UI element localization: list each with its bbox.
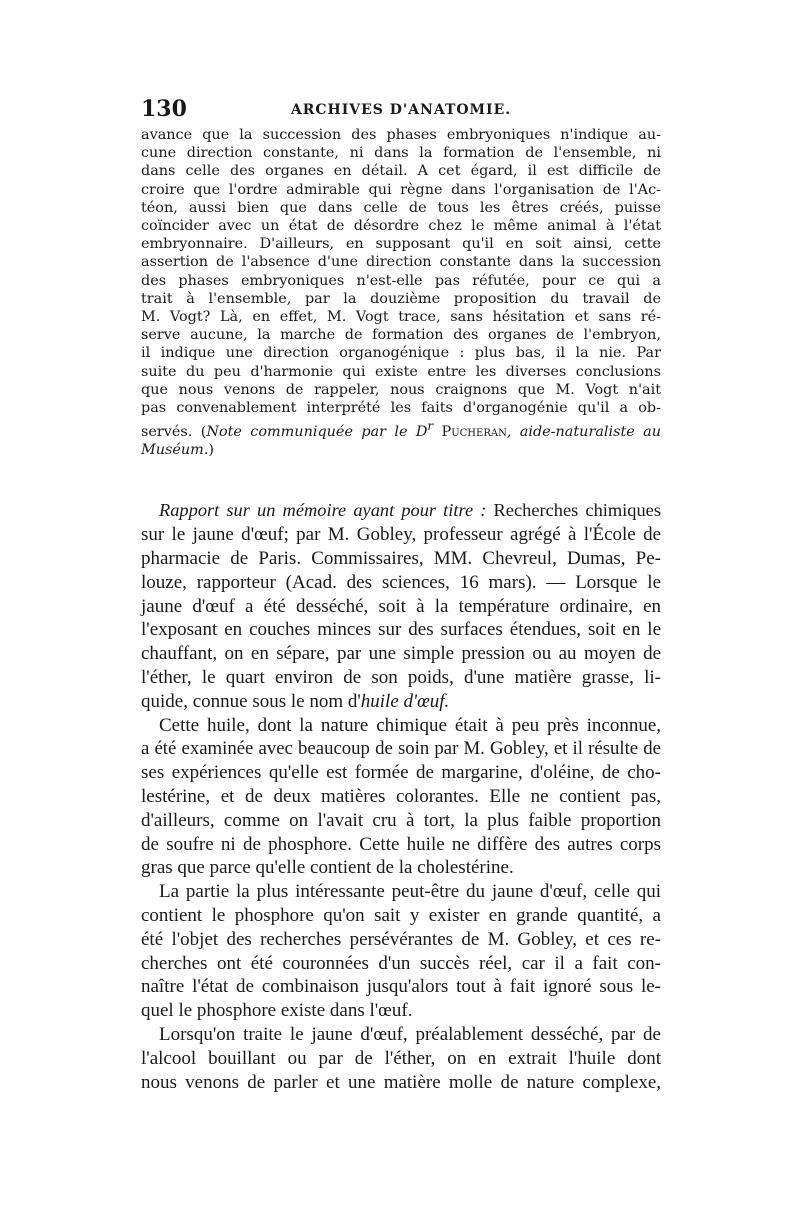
report-line: ses expériences qu'elle est formée de margarine, d'oléine, de cho- — [141, 762, 661, 784]
note-line: serve aucune, la marche de formation des organes de l'embryon, — [141, 327, 661, 344]
note-line: avance que la succession des phases embryoniques n'indique au- — [141, 127, 661, 143]
report-line: contient le phosphore qu'on sait y exister en grande quantité, a — [141, 905, 661, 926]
report-line: jaune d'œuf a été desséché, soit à la température ordinaire, en — [141, 595, 661, 617]
note-attribution: Note communiquée par le $D^r$ Pucheran, aide-naturaliste au — [206, 419, 662, 441]
note-line: des phases embryoniques n'est-elle pas réfutée, pour ce qui a — [141, 272, 661, 289]
report-line: Lorsqu'on traite le jaune d'œuf, préalablement desséché, par de — [159, 1023, 661, 1045]
report-line: été l'objet des recherches persévérantes de M. Gobley, et ces re- — [141, 928, 661, 950]
report-line: naître l'état de combinaison jusqu'alors tout à fait ignoré sous le- — [141, 976, 661, 998]
note-line: cune direction constante, ni dans la formation de l'ensemble, ni — [141, 145, 661, 162]
note-line: pas convenablement interprété les faits d'organogénie qu'il a ob- — [141, 400, 661, 417]
huile-doeuf-term: huile d'œuf. — [360, 690, 450, 712]
note-attribution-line — [141, 417, 661, 441]
author-name: Pucheran — [441, 424, 507, 441]
report-line: pharmacie de Paris. Commissaires, MM. Chevreul, Dumas, Pe- — [141, 548, 661, 570]
note-last-text: servés. ( — [141, 424, 207, 441]
report-line: l'exposant en couches minces sur des surfaces étendues, soit en le — [141, 619, 661, 641]
report-line: a été examinée avec beaucoup de soin par M. Gobley, et il résulte de — [141, 738, 661, 760]
note-line: M. Vogt? Là, en effet, M. Vogt trace, sans hésitation et sans ré- — [141, 309, 661, 326]
report-title-line: Rapport sur un mémoire ayant pour titre : Recherches chimiques — [159, 500, 661, 521]
doctor-superscript: r — [427, 419, 434, 434]
report-line: gras que parce qu'elle contient de la cholestérine. — [141, 857, 514, 879]
note-line: coïncider avec un état de désordre chez le même animal à l'état — [141, 218, 661, 235]
note-line: que nous venons de rappeler, nous craignons que M. Vogt n'ait — [141, 381, 661, 398]
note-line: téon, aussi bien que dans celle de tous les êtres créés, puisse — [141, 199, 661, 216]
note-attribution-end — [141, 441, 661, 459]
report-article — [141, 499, 661, 1094]
note-line: embryonnaire. D'ailleurs, en supposant qu'il en soit ainsi, cette — [141, 236, 661, 253]
report-line: chauffant, on en sépare, par une simple pression ou au moyen de — [141, 643, 661, 665]
note-paragraph — [141, 126, 661, 459]
report-line: louze, rapporteur (Acad. des sciences, 16 mars). — Lorsque le — [141, 571, 661, 593]
note-line: dans celle des organes en détail. A cet égard, il est difficile de — [141, 163, 661, 180]
report-line: quel le phosphore existe dans l'œuf. — [141, 1000, 413, 1022]
report-line: quide, connue sous le nom d'huile d'œuf. — [141, 690, 450, 712]
close-paren: ) — [208, 442, 215, 459]
report-line: sur le jaune d'œuf; par M. Gobley, professeur agrégé à l'École de — [141, 524, 661, 546]
running-head: ARCHIVES D'ANATOMIE. — [290, 102, 512, 118]
report-line: Cette huile, dont la nature chimique était à peu près inconnue, — [159, 714, 661, 736]
report-line: cherches ont été couronnées d'un succès réel, car il a fait con- — [141, 952, 661, 974]
report-line: d'ailleurs, comme on l'avait cru à tort, la plus faible proportion — [141, 809, 661, 831]
report-title: Rapport sur un mémoire ayant pour titre : — [159, 500, 487, 521]
report-line: nous venons de parler et une matière molle de nature complexe, — [141, 1071, 661, 1093]
note-line: suite du peu d'harmonie qui existe entre les diverses conclusions — [141, 363, 661, 380]
note-line: il indique une direction organogénique : plus bas, il la nie. Par — [141, 345, 661, 362]
report-line: lestérine, et de deux matières colorantes. Elle ne contient pas, — [141, 786, 661, 808]
note-line: croire que l'ordre admirable qui règne dans l'organisation de l'Ac- — [141, 181, 661, 198]
report-line: l'éther, le quart environ de son poids, d'une matière grasse, li- — [141, 667, 661, 689]
museum-label: Muséum. — [141, 442, 209, 459]
book-page — [141, 96, 661, 1094]
note-line: assertion de l'absence d'une direction constante dans la succession — [141, 254, 661, 271]
report-line: La partie la plus intéressante peut-être du jaune d'œuf, celle qui — [159, 881, 661, 903]
note-line: trait à l'ensemble, par la douzième proposition du travail de — [141, 290, 661, 307]
page-number: 130 — [141, 96, 187, 122]
page-header — [141, 96, 661, 126]
report-line: l'alcool bouillant ou par de l'éther, on en extrait l'huile dont — [141, 1047, 661, 1069]
report-line: de soufre ni de phosphore. Cette huile ne diffère des autres corps — [141, 833, 661, 855]
